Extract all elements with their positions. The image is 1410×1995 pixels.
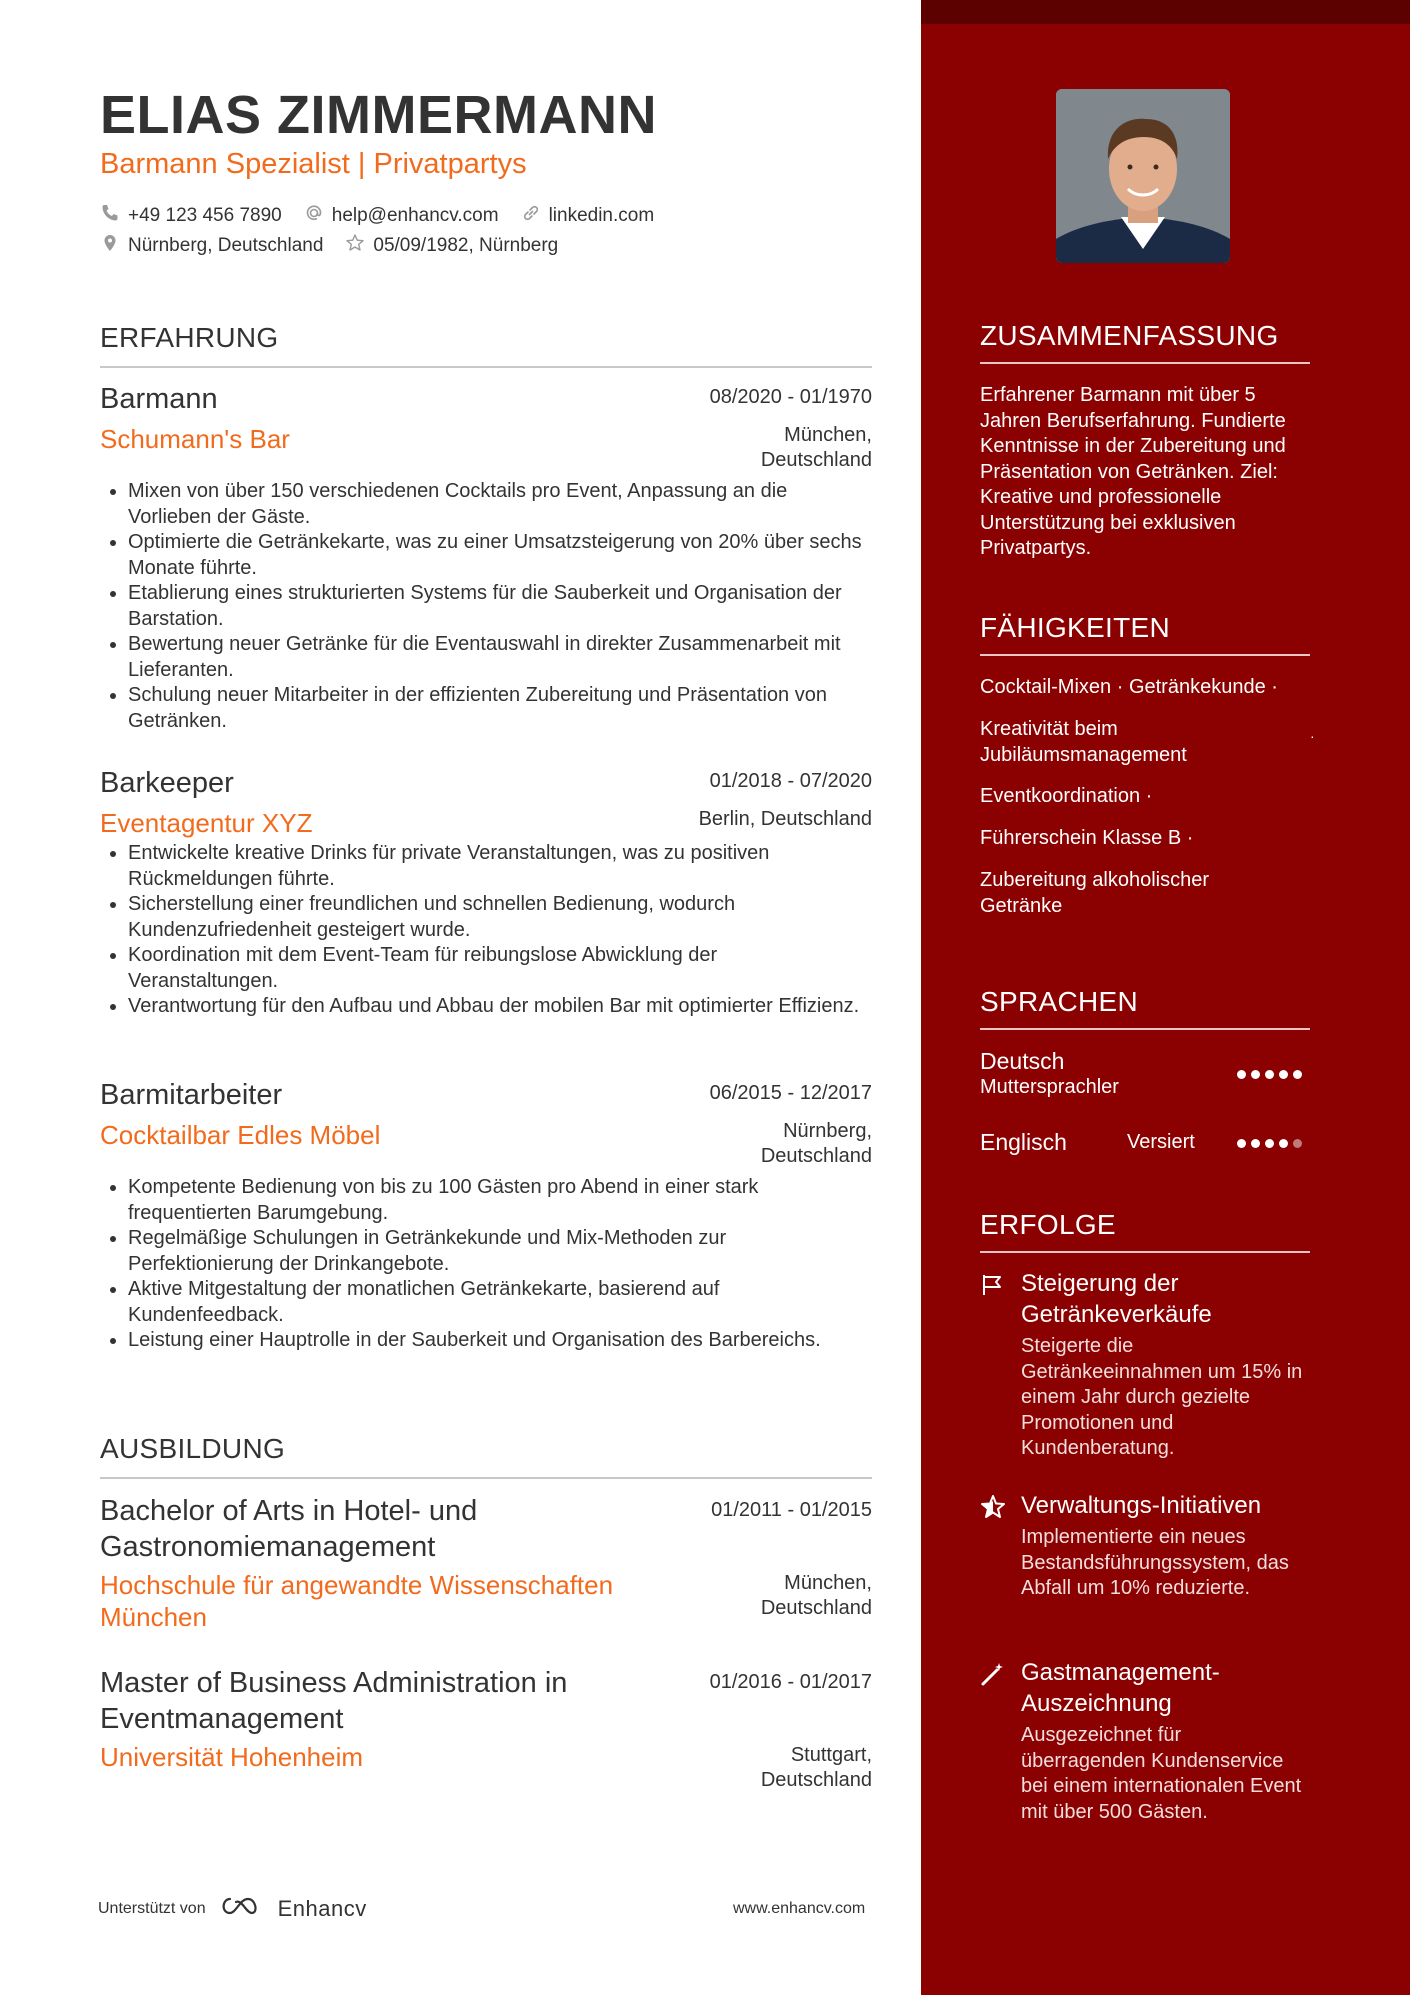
job-entry [100, 765, 872, 1020]
job-location: München, Deutschland [760, 424, 872, 471]
phone-text: +49 123 456 7890 [128, 205, 282, 226]
candidate-name: ELIAS ZIMMERMANN [100, 85, 657, 145]
email-item[interactable] [304, 203, 499, 229]
rating-dot [1251, 1139, 1260, 1148]
job-bullets [100, 841, 872, 1020]
job-title: Barmitarbeiter [100, 1079, 283, 1111]
rating-dot [1237, 1070, 1246, 1079]
birth-text: 05/09/1982, Nürnberg [373, 235, 559, 256]
job-bullets [100, 1175, 872, 1354]
rating-dot [1237, 1139, 1246, 1148]
sidebar [921, 0, 1410, 1995]
language-level: Muttersprachler [980, 1076, 1119, 1098]
achievement-title: Verwaltungs-Initiativen [1021, 1492, 1262, 1519]
education-entry [100, 1665, 872, 1793]
education-location: Stuttgart, Deutschland [760, 1744, 872, 1791]
job-bullet: • Kompetente Bedienung von bis zu 100 Gästen pro Abend in einer stark frequentierten Barumgebung. [128, 1175, 872, 1226]
job-bullet: • Optimierte die Getränkekarte, was zu einer Umsatzsteigerung von 20% über sechs Monate führte. [128, 530, 872, 581]
achievements-section-title: ERFOLGE [980, 1209, 1310, 1253]
language-rating [1237, 1139, 1302, 1148]
at-icon [304, 203, 324, 229]
job-bullet: • Sicherstellung einer freundlichen und schnellen Bedienung, wodurch Kundenzufriedenheit gesteigert wurde. [128, 892, 872, 943]
degree-title: Master of Business Administration in Eventmanagement [100, 1667, 568, 1735]
skill-separator: · [1310, 728, 1315, 744]
rating-dot [1279, 1139, 1288, 1148]
skill-item: Zubereitung alkoholischer Getränke [980, 869, 1210, 917]
enhancv-logo-icon [218, 1894, 266, 1923]
contact-row-2 [100, 233, 558, 259]
job-company: Cocktailbar Edles Möbel [100, 1120, 381, 1150]
skill-item: Kreativität beim Jubiläumsmanagement [980, 718, 1187, 766]
job-date: 01/2018 - 07/2020 [709, 770, 872, 792]
education-location: München, Deutschland [760, 1572, 872, 1619]
job-bullet: • Bewertung neuer Getränke für die Eventauswahl in direkter Zusammenarbeit mit Lieferanten. [128, 632, 872, 683]
link-icon [521, 203, 541, 229]
job-date: 06/2015 - 12/2017 [709, 1082, 872, 1104]
school-name: Hochschule für angewandte Wissenschaften München [100, 1570, 614, 1632]
job-location: Nürnberg, Deutschland [760, 1120, 872, 1167]
language-level: Versiert [1127, 1131, 1195, 1153]
language-rating [1237, 1070, 1302, 1079]
skills-section-title: FÄHIGKEITEN [980, 612, 1310, 656]
rating-dot [1279, 1070, 1288, 1079]
candidate-headline: Barmann Spezialist | Privatpartys [100, 148, 527, 180]
job-bullet: • Schulung neuer Mitarbeiter in der effizienten Zubereitung und Präsentation von Getränken. [128, 683, 872, 734]
language-name: Deutsch [980, 1048, 1065, 1074]
rating-dot [1251, 1070, 1260, 1079]
phone-item [100, 203, 282, 229]
sidebar-top-bar [921, 0, 1410, 24]
email-text[interactable]: help@enhancv.com [331, 205, 499, 226]
achievement-title: Steigerung der Getränkeverkäufe [1021, 1270, 1212, 1328]
profile-photo [1056, 89, 1230, 263]
powered-by-text: Unterstützt von [98, 1899, 206, 1917]
rating-dot [1265, 1139, 1274, 1148]
location-item [100, 233, 323, 259]
job-title: Barkeeper [100, 767, 234, 799]
degree-title: Bachelor of Arts in Hotel- und Gastronomiemanagement [100, 1495, 478, 1563]
experience-section-title: ERFAHRUNG [100, 322, 872, 368]
phone-icon [100, 203, 120, 229]
job-entry [100, 1077, 872, 1354]
education-date: 01/2011 - 01/2015 [711, 1499, 872, 1521]
rating-dot-empty [1293, 1139, 1302, 1148]
location-text: Nürnberg, Deutschland [128, 235, 324, 256]
job-date: 08/2020 - 01/1970 [709, 386, 872, 408]
education-entry [100, 1493, 872, 1633]
job-bullet: • Aktive Mitgestaltung der monatlichen Getränkekarte, basierend auf Kundenfeedback. [128, 1277, 872, 1328]
job-bullet: • Koordination mit dem Event-Team für reibungslose Abwicklung der Veranstaltungen. [128, 943, 872, 994]
skill-item: Cocktail-Mixen · Getränkekunde · [980, 676, 1278, 698]
job-bullet: • Regelmäßige Schulungen in Getränkekunde und Mix-Methoden zur Perfektionierung der Drinkangebote. [128, 1226, 872, 1277]
education-section-title: AUSBILDUNG [100, 1433, 872, 1479]
rating-dot [1265, 1070, 1274, 1079]
job-bullet: • Mixen von über 150 verschiedenen Cocktails pro Event, Anpassung an die Vorlieben der Gäste. [128, 479, 872, 530]
achievement-desc: Implementierte ein neues Bestandsführungssystem, das Abfall um 10% reduzierte. [1021, 1526, 1289, 1599]
job-bullets [100, 479, 872, 734]
skill-item: Eventkoordination · [980, 785, 1153, 807]
achievement-desc: Ausgezeichnet für überragenden Kundenservice bei einem internationalen Event mit über 500 Gästen. [1021, 1724, 1302, 1823]
linkedin-text[interactable]: linkedin.com [548, 205, 655, 226]
school-name: Universität Hohenheim [100, 1742, 364, 1772]
achievement-item [980, 1268, 1310, 1462]
job-bullet: • Entwickelte kreative Drinks für private Veranstaltungen, was zu positiven Rückmeldungen führte. [128, 841, 872, 892]
achievement-item [980, 1657, 1310, 1825]
education-date: 01/2016 - 01/2017 [709, 1671, 872, 1693]
contact-row-1 [100, 203, 654, 229]
rating-dot [1293, 1070, 1302, 1079]
job-entry [100, 381, 872, 734]
star-icon [980, 1494, 1006, 1520]
footer-powered-by [98, 1894, 367, 1923]
star-outline-icon [345, 233, 365, 259]
location-pin-icon [100, 233, 120, 259]
brand-name: Enhancv [277, 1895, 367, 1921]
language-name: Englisch [980, 1129, 1067, 1155]
job-location: Berlin, Deutschland [698, 808, 872, 830]
languages-section-title: SPRACHEN [980, 986, 1310, 1030]
achievement-title: Gastmanagement-Auszeichnung [1021, 1659, 1220, 1717]
job-bullet: • Etablierung eines strukturierten Systems für die Sauberkeit und Organisation der Barstation. [128, 581, 872, 632]
job-bullet: • Leistung einer Hauptrolle in der Sauberkeit und Organisation des Barbereichs. [128, 1328, 872, 1354]
achievement-desc: Steigerte die Getränkeeinnahmen um 15% in einem Jahr durch gezielte Promotionen und Kundenberatung. [1021, 1335, 1303, 1459]
achievement-item [980, 1490, 1310, 1602]
summary-text: Erfahrener Barmann mit über 5 Jahren Berufserfahrung. Fundierte Kenntnisse in der Zubereitung und Präsentation von Getränken. Ziel: Kreative und professionelle Unterstützung bei exklusiven Privatpartys. [980, 384, 1286, 559]
job-bullet: • Verantwortung für den Aufbau und Abbau der mobilen Bar mit optimierter Effizienz. [128, 994, 872, 1020]
flag-icon [980, 1272, 1006, 1298]
summary-section-title: ZUSAMMENFASSUNG [980, 320, 1310, 364]
birth-item [345, 233, 558, 259]
magic-wand-icon [980, 1661, 1006, 1687]
footer-url[interactable]: www.enhancv.com [733, 1900, 866, 1917]
job-title: Barmann [100, 383, 218, 415]
skill-item: Führerschein Klasse B · [980, 827, 1194, 849]
job-company: Schumann's Bar [100, 424, 290, 454]
linkedin-item[interactable] [521, 203, 655, 229]
job-company: Eventagentur XYZ [100, 808, 313, 838]
